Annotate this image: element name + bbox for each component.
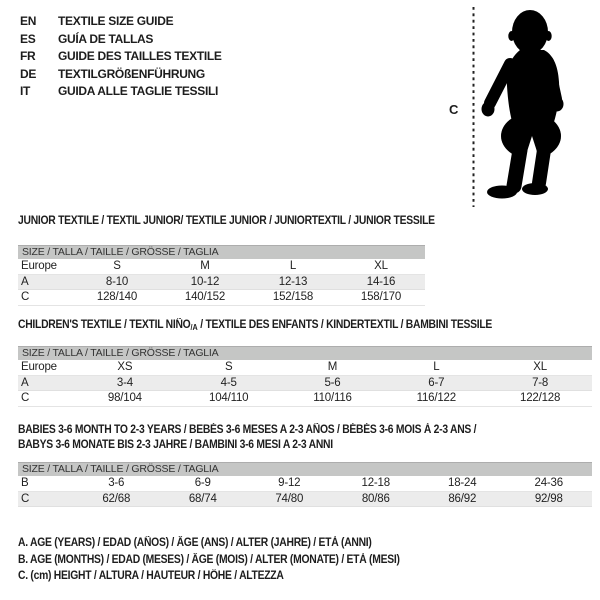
table-cell: 128/140 (96, 291, 138, 303)
footnote-c: C. (cm) HEIGHT / ALTURA / HAUTEUR / HÖHE / ALTEZZA (18, 570, 284, 582)
language-row (20, 66, 222, 84)
table-cell: 80/86 (361, 492, 390, 505)
table-cell: 3-6 (108, 477, 125, 489)
toddler-silhouette (440, 0, 572, 212)
language-label: GUIDE DES TAILLES TEXTILE (58, 49, 222, 63)
language-label: TEXTILGRÖßENFÜHRUNG (58, 66, 205, 81)
table-cell: 10-12 (190, 275, 220, 288)
table-cell: 6-9 (194, 477, 211, 489)
table-cell: 86/92 (448, 492, 477, 505)
row-label: Europe (21, 260, 57, 272)
language-row (20, 48, 222, 66)
table-cell: 140/152 (184, 291, 226, 303)
table-row (18, 275, 425, 291)
table-row (18, 492, 592, 508)
language-code: DE (20, 66, 37, 81)
language-label: GUÍA DE TALLAS (58, 31, 154, 46)
table-cell: 116/122 (416, 392, 456, 404)
row-label: Europe (21, 361, 57, 373)
row-label: C (21, 492, 30, 505)
table-cell: L (433, 361, 440, 373)
table-cell: L (289, 260, 297, 272)
table-cell: 12-13 (278, 275, 308, 288)
junior-table (18, 245, 425, 306)
footnote-b: B. AGE (MONTHS) / EDAD (MESES) / ÂGE (MOIS) / ALTER (MONATE) / ETÀ (MESI) (18, 553, 400, 566)
table-cell: XL (374, 260, 388, 272)
language-list (20, 13, 222, 101)
table-row (18, 290, 425, 306)
language-row (20, 31, 222, 49)
table-cell: 104/110 (209, 392, 249, 404)
footnotes (18, 535, 442, 585)
language-code: EN (20, 14, 37, 28)
table-cell: 152/158 (272, 291, 314, 303)
table-cell: 92/98 (534, 492, 563, 505)
row-label: C (21, 392, 30, 404)
language-row (20, 13, 222, 31)
row-label: B (21, 477, 29, 489)
table-row (18, 391, 592, 407)
size-header-bar: SIZE / TALLA / TAILLE / GRÖSSE / TAGLIA (18, 346, 592, 360)
height-measure-label: C (449, 102, 459, 117)
table-row (18, 259, 425, 275)
language-label: GUIDA ALLE TAGLIE TESSILI (58, 84, 219, 98)
children-table (18, 346, 592, 407)
table-cell: M (200, 260, 210, 272)
children-table-title (18, 319, 492, 332)
table-row (18, 360, 592, 376)
title-subscript: /A (190, 323, 198, 332)
table-cell: 68/74 (188, 492, 217, 505)
table-cell: 122/128 (520, 392, 561, 404)
babies-table (18, 462, 592, 507)
table-cell: 110/116 (313, 392, 352, 404)
table-cell: 4-5 (220, 376, 237, 389)
footnote-a: A. AGE (YEARS) / EDAD (AÑOS) / ÂGE (ANS) / ALTER (JAHRE) / ETÀ (ANNI) (18, 537, 372, 549)
table-cell: M (327, 361, 338, 373)
row-label: C (21, 291, 30, 303)
table-cell: 62/68 (102, 492, 131, 505)
size-figure (440, 0, 572, 212)
title-main: CHILDREN'S TEXTILE / TEXTIL NIÑO (18, 319, 191, 331)
junior-table-title: JUNIOR TEXTILE / TEXTIL JUNIOR/ TEXTILE JUNIOR / JUNIORTEXTIL / JUNIOR TESSILE (18, 215, 435, 227)
table-cell: 6-7 (428, 376, 445, 389)
table-cell: 12-18 (361, 477, 390, 489)
table-cell: XL (533, 361, 547, 373)
babies-table-title (18, 423, 476, 453)
table-cell: 158/170 (360, 291, 402, 303)
babies-title-line1: BABIES 3-6 MONTH TO 2-3 YEARS / BEBÉS 3-6 MESES A 2-3 AÑOS / BÉBÉS 3-6 MOIS À 2-3 ANS / (18, 424, 477, 436)
table-cell: 74/80 (275, 492, 304, 505)
language-label: TEXTILE SIZE GUIDE (58, 14, 174, 28)
language-code: IT (20, 84, 31, 98)
title-rest: / TEXTILE DES ENFANTS / KINDERTEXTIL / BAMBINI TESSILE (197, 319, 493, 331)
table-cell: S (224, 361, 233, 373)
table-cell: 5-6 (324, 376, 341, 389)
language-row (20, 83, 222, 101)
size-header-bar: SIZE / TALLA / TAILLE / GRÖSSE / TAGLIA (18, 245, 425, 259)
size-header-bar: SIZE / TALLA / TAILLE / GRÖSSE / TAGLIA (18, 462, 592, 476)
language-code: ES (20, 31, 36, 46)
table-cell: 24-36 (534, 477, 563, 489)
table-cell: 3-4 (116, 376, 133, 389)
table-cell: 7-8 (532, 376, 549, 389)
table-cell: XS (117, 361, 133, 373)
language-code: FR (20, 49, 36, 63)
table-cell: 8-10 (105, 275, 129, 288)
table-row (18, 376, 592, 392)
table-row (18, 476, 592, 492)
table-cell: 18-24 (448, 477, 477, 489)
table-cell: S (113, 260, 121, 272)
table-cell: 9-12 (278, 477, 301, 489)
table-cell: 98/104 (107, 392, 142, 404)
row-label: A (21, 275, 29, 288)
toddler-shape (482, 10, 564, 199)
babies-title-line2: BABYS 3-6 MONATE BIS 2-3 JAHRE / BAMBINI 3-6 MESI A 2-3 ANNI (18, 439, 333, 451)
table-cell: 14-16 (366, 275, 396, 288)
row-label: A (21, 376, 29, 389)
